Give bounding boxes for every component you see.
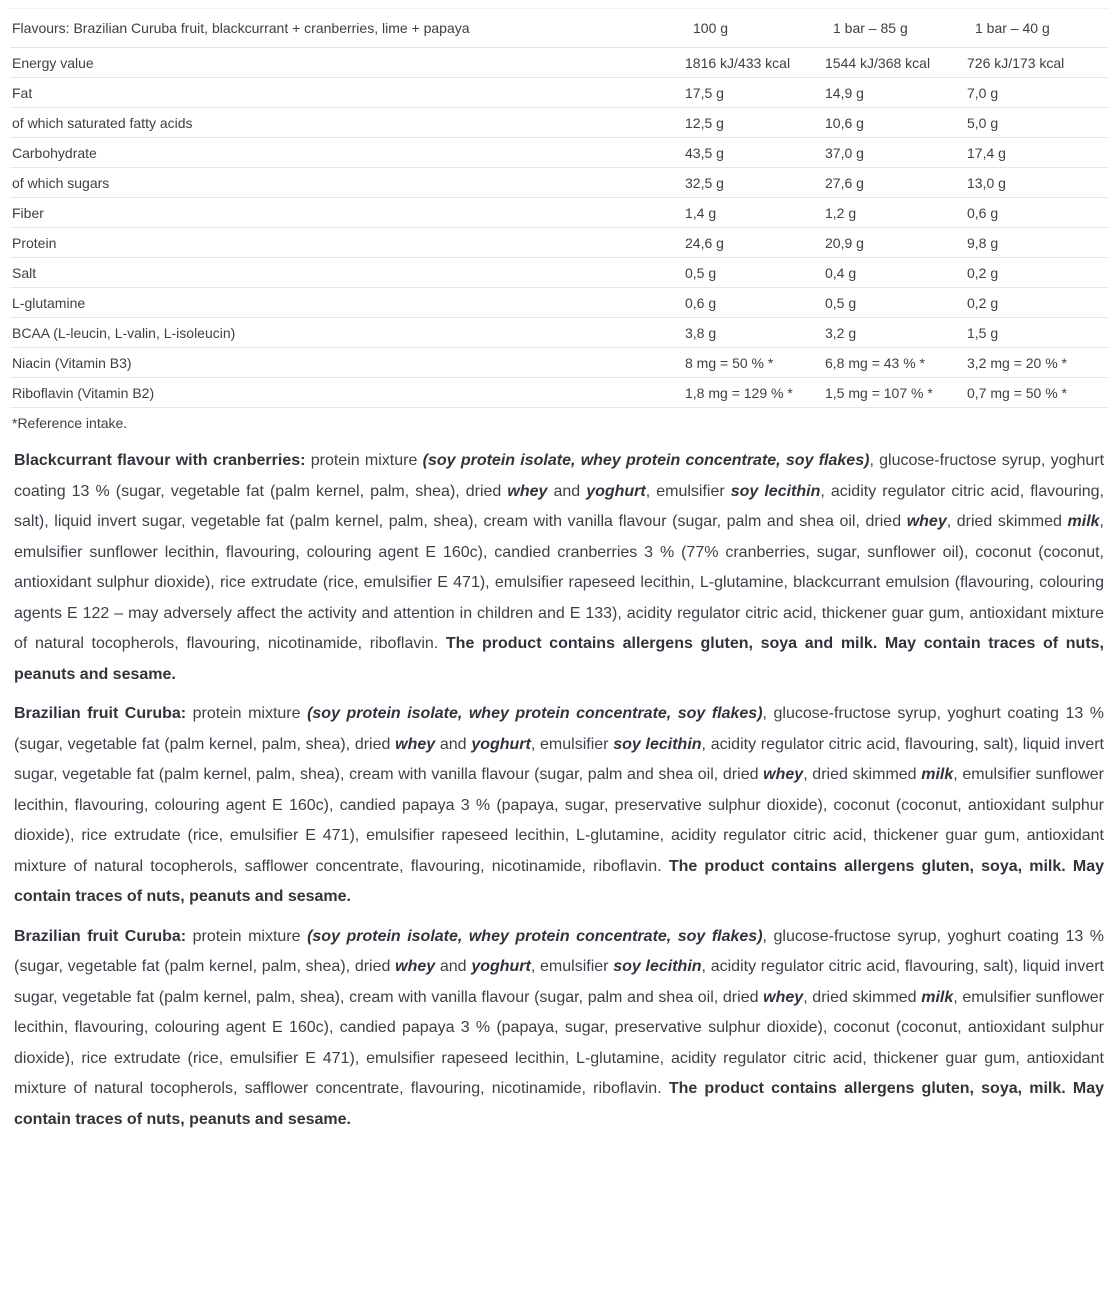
text-run: The product contains allergens gluten, soya, milk. May contain traces of nuts, peanuts and sesame. — [14, 857, 1105, 905]
value-100g: 3,8 g — [685, 318, 825, 348]
text-run: , emulsifier sunflower lecithin, flavouring, colouring agent E 160c), candied cranberries 3 % (77% cranberries, sugar, sunflower oil), coconut (coconut, antioxidant sulphur dioxide), rice extrudate (rice, emulsifier E 471), emulsifier rapeseed lecithin, L-glutamine, blackcurrant emulsion (flavouring, colouring agents E 122 – may adversely affect the activity and attention in children and E 133), acidity regulator citric acid, thickener guar gum, antioxidant mixture of natural tocopherols, flavouring, nicotinamide, riboflavin. — [14, 513, 1104, 652]
value-85g: 10,6 g — [825, 108, 967, 138]
nutrient-label: Fat — [10, 78, 685, 108]
text-run: , glucose-fructose syrup, yoghurt coating 13 % (sugar, vegetable fat (palm kernel, palm, shea), dried — [14, 452, 1105, 500]
text-run: Brazilian fruit Curuba: — [14, 927, 187, 945]
text-run: milk — [1067, 513, 1100, 530]
text-run: , glucose-fructose syrup, yoghurt coating 13 % (sugar, vegetable fat (palm kernel, palm, shea), dried — [14, 705, 1105, 753]
value-85g: 1,2 g — [825, 198, 967, 228]
text-run: The product contains allergens gluten, soya and milk. May contain traces of nuts, peanuts and sesame. — [14, 635, 1104, 683]
nutrient-label: BCAA (L-leucin, L-valin, L-isoleucin) — [10, 318, 685, 348]
text-run: , emulsifier — [530, 958, 614, 975]
value-40g: 9,8 g — [967, 228, 1108, 258]
ingredients-paragraph-curuba-2 — [14, 922, 1104, 1136]
text-run: , acidity regulator citric acid, flavouring, salt), liquid invert sugar, vegetable fat (palm kernel, palm, shea), cream with vanilla flavour (sugar, palm and shea oil, dried — [14, 958, 1104, 1006]
value-100g: 8 mg = 50 % * — [685, 348, 825, 378]
text-run: and — [435, 958, 472, 975]
table-row — [10, 168, 1108, 198]
text-run: (soy protein isolate, whey protein concentrate, soy flakes) — [307, 927, 763, 945]
value-85g: 0,5 g — [825, 288, 967, 318]
column-header-100g: 100 g — [685, 9, 825, 48]
text-run: and — [547, 482, 587, 500]
value-100g: 12,5 g — [685, 108, 825, 138]
ingredients-paragraph-blackcurrant — [14, 446, 1104, 690]
value-100g: 0,6 g — [685, 288, 825, 318]
text-run: milk — [921, 988, 954, 1006]
text-run: , dried skimmed — [803, 988, 922, 1006]
nutrient-label: of which sugars — [10, 168, 685, 198]
text-run: , emulsifier sunflower lecithin, flavouring, colouring agent E 160c), candied papaya 3 % (papaya, sugar, preservative sulphur dioxide), coconut (coconut, antioxidant sulphur dioxide), rice extrudate (rice, emulsifier E 471), emulsifier rapeseed lecithin, L-glutamine, acidity regulator citric acid, thickener guar gum, antioxidant mixture of natural tocopherols, safflower concentrate, flavouring, nicotinamide, riboflavin. — [14, 766, 1104, 875]
value-40g: 13,0 g — [967, 168, 1108, 198]
value-100g: 1,8 mg = 129 % * — [685, 378, 825, 408]
value-100g: 1816 kJ/433 kcal — [685, 48, 825, 78]
text-run: Brazilian fruit Curuba: — [14, 705, 187, 722]
value-85g: 1544 kJ/368 kcal — [825, 48, 967, 78]
value-100g: 43,5 g — [685, 138, 825, 168]
value-100g: 1,4 g — [685, 198, 825, 228]
text-run: milk — [921, 766, 954, 783]
nutrient-label: Riboflavin (Vitamin B2) — [10, 378, 685, 408]
value-40g: 17,4 g — [967, 138, 1108, 168]
text-run: yoghurt — [586, 482, 646, 500]
text-run: soy lecithin — [613, 958, 702, 975]
value-85g: 1,5 mg = 107 % * — [825, 378, 967, 408]
text-run: whey — [395, 735, 436, 753]
text-run: Blackcurrant flavour with cranberries: — [14, 452, 306, 469]
nutrient-label: Carbohydrate — [10, 138, 685, 168]
text-run: , acidity regulator citric acid, flavouring, salt), liquid invert sugar, vegetable fat (palm kernel, palm, shea), cream with vanilla flavour (sugar, palm and shea oil, dried — [14, 482, 1105, 530]
text-run: protein mixture — [186, 705, 308, 722]
value-85g: 3,2 g — [825, 318, 967, 348]
nutrient-label: Niacin (Vitamin B3) — [10, 348, 685, 378]
value-40g: 0,2 g — [967, 258, 1108, 288]
table-row — [10, 108, 1108, 138]
text-run: , emulsifier — [645, 482, 731, 500]
table-row — [10, 318, 1108, 348]
value-85g: 37,0 g — [825, 138, 967, 168]
table-row — [10, 258, 1108, 288]
value-40g: 3,2 mg = 20 % * — [967, 348, 1108, 378]
text-run: (soy protein isolate, whey protein concentrate, soy flakes) — [307, 705, 763, 722]
nutrient-label: L-glutamine — [10, 288, 685, 318]
value-85g: 27,6 g — [825, 168, 967, 198]
value-85g: 6,8 mg = 43 % * — [825, 348, 967, 378]
nutrient-label: Energy value — [10, 48, 685, 78]
value-40g: 0,6 g — [967, 198, 1108, 228]
table-row — [10, 78, 1108, 108]
nutrition-table — [10, 8, 1108, 408]
table-row — [10, 228, 1108, 258]
value-40g: 726 kJ/173 kcal — [967, 48, 1108, 78]
text-run: and — [435, 735, 472, 753]
value-40g: 0,2 g — [967, 288, 1108, 318]
text-run: whey — [763, 766, 804, 783]
ingredients-paragraph-curuba-1 — [14, 699, 1104, 913]
nutrient-label: Salt — [10, 258, 685, 288]
table-row — [10, 198, 1108, 228]
text-run: soy lecithin — [730, 482, 821, 500]
text-run: The product contains allergens gluten, soya, milk. May contain traces of nuts, peanuts and sesame. — [14, 1080, 1105, 1128]
text-run: , glucose-fructose syrup, yoghurt coating 13 % (sugar, vegetable fat (palm kernel, palm, shea), dried — [14, 927, 1105, 975]
table-row — [10, 48, 1108, 78]
flavours-header: Flavours: Brazilian Curuba fruit, blackcurrant + cranberries, lime + papaya — [10, 9, 685, 48]
column-header-40g: 1 bar – 40 g — [967, 9, 1108, 48]
text-run: , dried skimmed — [946, 513, 1068, 530]
table-row — [10, 348, 1108, 378]
nutrient-label: Fiber — [10, 198, 685, 228]
value-40g: 5,0 g — [967, 108, 1108, 138]
table-row — [10, 378, 1108, 408]
text-run: whey — [906, 513, 947, 530]
table-row — [10, 288, 1108, 318]
value-85g: 14,9 g — [825, 78, 967, 108]
value-100g: 24,6 g — [685, 228, 825, 258]
reference-intake-footnote: *Reference intake. — [12, 415, 128, 431]
text-run: whey — [507, 482, 548, 500]
column-header-85g: 1 bar – 85 g — [825, 9, 967, 48]
text-run: (soy protein isolate, whey protein concentrate, soy flakes) — [422, 452, 870, 469]
text-run: , dried skimmed — [803, 766, 922, 783]
value-100g: 0,5 g — [685, 258, 825, 288]
value-40g: 7,0 g — [967, 78, 1108, 108]
text-run: , emulsifier — [530, 735, 614, 753]
text-run: yoghurt — [471, 735, 531, 753]
table-header-row — [10, 9, 1108, 48]
value-100g: 17,5 g — [685, 78, 825, 108]
value-40g: 1,5 g — [967, 318, 1108, 348]
nutrient-label: Protein — [10, 228, 685, 258]
text-run: whey — [395, 958, 436, 975]
value-100g: 32,5 g — [685, 168, 825, 198]
text-run: protein mixture — [305, 452, 423, 469]
nutrient-label: of which saturated fatty acids — [10, 108, 685, 138]
text-run: , acidity regulator citric acid, flavouring, salt), liquid invert sugar, vegetable fat (palm kernel, palm, shea), cream with vanilla flavour (sugar, palm and shea oil, dried — [14, 735, 1104, 783]
value-85g: 0,4 g — [825, 258, 967, 288]
value-40g: 0,7 mg = 50 % * — [967, 378, 1108, 408]
value-85g: 20,9 g — [825, 228, 967, 258]
text-run: soy lecithin — [613, 735, 702, 753]
text-run: yoghurt — [471, 958, 531, 975]
text-run: protein mixture — [186, 927, 308, 945]
text-run: whey — [763, 988, 804, 1006]
table-row — [10, 138, 1108, 168]
text-run: , emulsifier sunflower lecithin, flavouring, colouring agent E 160c), candied papaya 3 % (papaya, sugar, preservative sulphur dioxide), coconut (coconut, antioxidant sulphur dioxide), rice extrudate (rice, emulsifier E 471), emulsifier rapeseed lecithin, L-glutamine, acidity regulator citric acid, thickener guar gum, antioxidant mixture of natural tocopherols, safflower concentrate, flavouring, nicotinamide, riboflavin. — [14, 988, 1104, 1097]
